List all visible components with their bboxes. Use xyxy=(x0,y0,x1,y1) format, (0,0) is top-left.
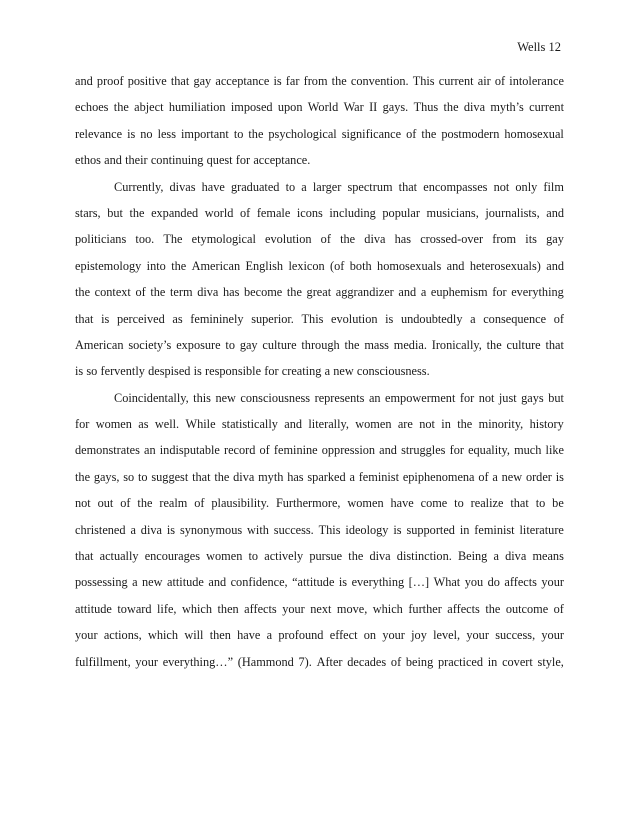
text-line: stars, but the expanded world of female icons including popular musicians, journalists, and xyxy=(75,205,564,220)
text-line: American society’s exposure to gay culture through the mass media. Ironically, the culture that xyxy=(75,337,564,352)
text-line: epistemology into the American English lexicon (of both homosexuals and heterosexuals) and xyxy=(75,258,564,273)
text-line: and proof positive that gay acceptance is far from the convention. This current air of intolerance xyxy=(75,74,564,88)
text-line: fulfillment, your everything…” (Hammond 7). After decades of being practiced in covert style, xyxy=(75,654,564,669)
running-head: Wells 12 xyxy=(517,40,561,54)
text-line: christened a diva is synonymous with success. This ideology is supported in feminist literature xyxy=(75,522,564,537)
text-line: attitude toward life, which then affects your next move, which further affects the outcome of xyxy=(75,601,564,616)
text-line: for women as well. While statistically and literally, women are not in the minority, history xyxy=(75,417,564,432)
text-line: relevance is no less important to the psychological significance of the postmodern homosexual xyxy=(75,126,564,141)
text-line: the context of the term diva has become the great aggrandizer and a euphemism for everything xyxy=(75,285,564,300)
text-line: demonstrates an indisputable record of feminine oppression and struggles for equality, much like xyxy=(75,443,564,458)
text-line: echoes the abject humiliation imposed upon World War II gays. Thus the diva myth’s current xyxy=(75,100,564,115)
text-line: possessing a new attitude and confidence, “attitude is everything […] What you do affects your xyxy=(75,575,564,590)
text-line: your actions, which will then have a profound effect on your joy level, your success, your xyxy=(75,628,564,643)
text-line: Coincidentally, this new consciousness represents an empowerment for not just gays but xyxy=(114,390,564,405)
text-line: not out of the realm of plausibility. Furthermore, women have come to realize that to be xyxy=(75,496,564,511)
text-line: that actually encourages women to actively pursue the diva distinction. Being a diva means xyxy=(75,549,564,564)
text-line: the gays, so to suggest that the diva myth has sparked a feminist epiphenomena of a new order is xyxy=(75,469,564,484)
text-line: ethos and their continuing quest for acceptance. xyxy=(75,153,311,168)
text-line: Currently, divas have graduated to a larger spectrum that encompasses not only film xyxy=(114,179,564,194)
text-line: that is perceived as femininely superior. This evolution is undoubtedly a consequence of xyxy=(75,311,564,326)
text-line: is so fervently despised is responsible for creating a new consciousness. xyxy=(75,364,430,379)
body-text xyxy=(75,68,564,675)
text-line: politicians too. The etymological evolution of the diva has crossed-over from its gay xyxy=(75,232,564,247)
